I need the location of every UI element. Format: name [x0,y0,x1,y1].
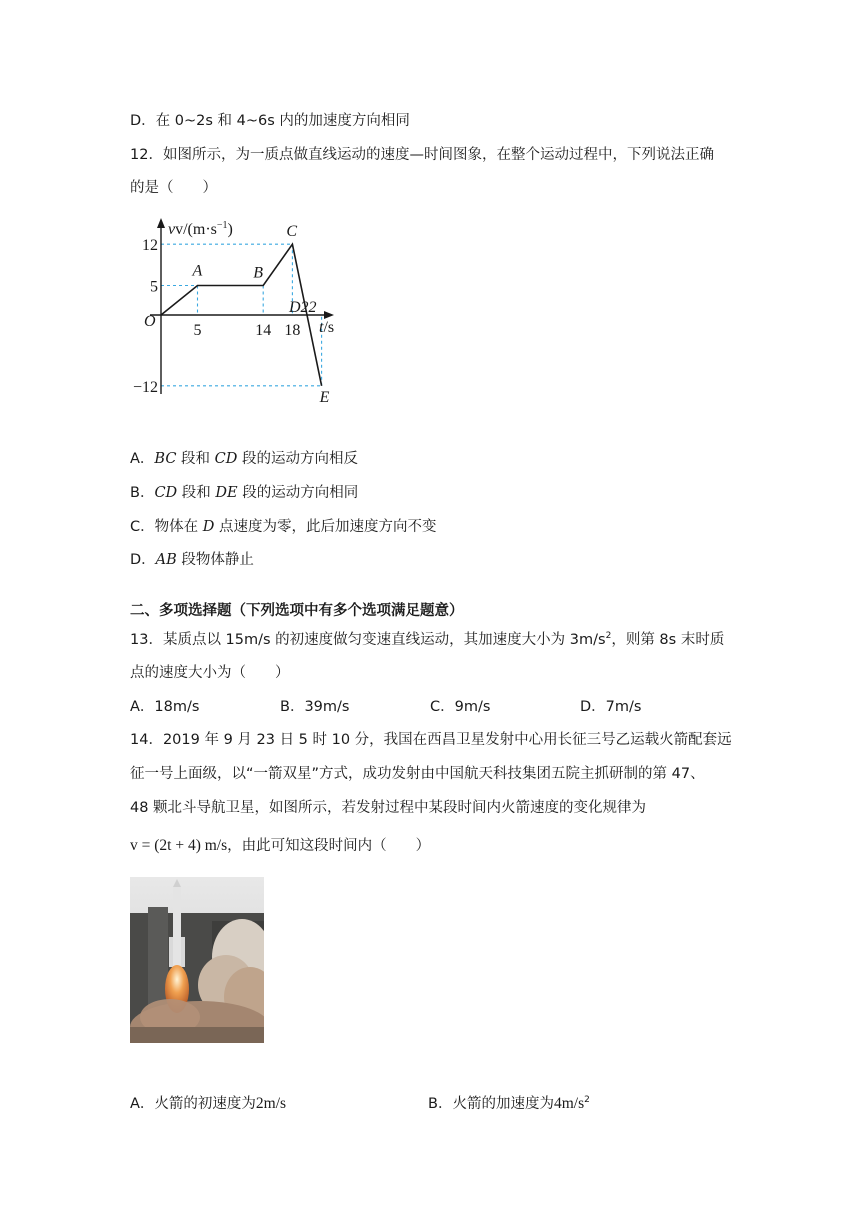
y-tick-label-1: 5 [150,278,158,296]
q12-stem-line1: 12．如图所示，为一质点做直线运动的速度—时间图象，在整个运动过程中，下列说法正确 [130,147,714,163]
q13-option-c: C．9m/s [430,699,491,715]
velocity-formula: v = (2t + 4) m/s [130,837,228,854]
q14-stem-line2: 征一号上面级，以“一箭双星”方式，成功发射由中国航天科技集团五院主抓研制的第 47、 [130,766,705,782]
q13-stem-line1: 13．某质点以 15m/s 的初速度做匀变速直线运动，其加速度大小为 $3m/s^2$，则第 8s 末时质 [130,631,725,648]
rocket-launch-photo [130,877,264,1043]
q12-option-b: B．CD 段和 DE 段的运动方向相同 [130,485,359,501]
velocity-time-graph [130,212,350,402]
q13-option-b: B．39m/s [280,699,350,715]
q13-option-d: D．7m/s [580,699,642,715]
point-label-d22: D22 [289,299,317,316]
q14-stem-line1: 14．2019 年 9 月 23 日 5 时 10 分，我国在西昌卫星发射中心用长征三号乙运载火箭配套远 [130,732,732,748]
q12-option-a: A．BC 段和 CD 段的运动方向相反 [130,451,359,467]
t-axis-arrow [324,311,334,319]
q12-stem-line2: 的是（ ） [130,180,217,196]
q14-stem-line3: 48 颗北斗导航卫星，如图所示，若发射过程中某段时间内火箭速度的变化规律为 [130,800,647,816]
x-tick-label-14: 14 [255,322,272,339]
q11-option-d: D．在 0~2s 和 4~6s 内的加速度方向相同 [130,113,410,129]
q13-stem-line2: 点的速度大小为（ ） [130,665,290,681]
point-label-c: C [286,223,298,241]
x-tick-label-5: 5 [193,322,202,339]
point-label-b: B [253,264,263,282]
y-tick-label-2: −12 [132,378,158,396]
x-tick-label-18: 18 [284,322,301,339]
t-axis-label: t/s [319,319,335,336]
q12-option-d: D．AB 段物体静止 [130,552,254,568]
point-label-e: E [319,388,330,402]
q13-option-a: A．18m/s [130,699,200,715]
section-2-heading: 二、多项选择题（下列选项中有多个选项满足题意） [130,603,464,619]
v-axis-arrow [157,218,165,228]
point-label-o: O [144,313,156,330]
q14-option-b: B．火箭的加速度为$4m/s^2$ [428,1095,590,1112]
v-axis-label: $vv/(m\cdot s^{-1})$ [168,220,233,238]
q14-option-a: A．火箭的初速度为2m/s [130,1095,287,1112]
q12-option-c: C．物体在 D 点速度为零，此后加速度方向不变 [130,519,437,535]
q14-stem-line4: v = (2t + 4) m/s，由此可知这段时间内（ ） [130,837,431,854]
point-label-a: A [192,262,203,280]
y-tick-label-0: 12 [142,237,158,255]
